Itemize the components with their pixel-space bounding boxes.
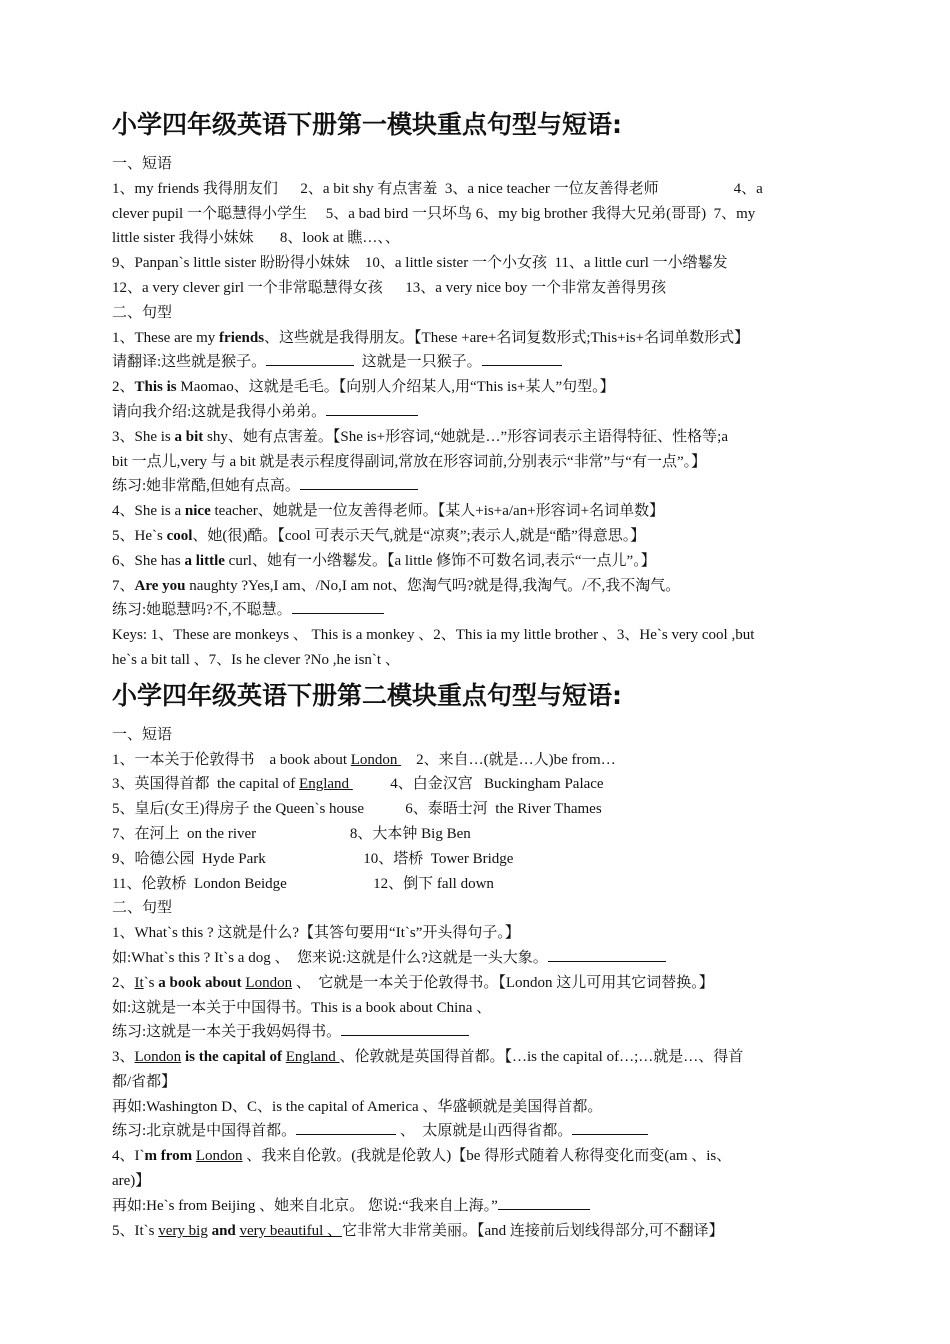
module1-exercise-2: 请向我介绍:这就是我得小弟弟。 [112, 400, 840, 425]
answer-blank[interactable] [292, 598, 384, 614]
module2-phrase-line: 3、英国得首都 the capital of England 4、白金汉宫 Buckingham Palace [112, 776, 604, 793]
module1-title: 小学四年级英语下册第一模块重点句型与短语: [112, 110, 622, 139]
module2-phrase-line: 1、一本关于伦敦得书 a book about London 2、来自…(就是…人)be from… [112, 751, 616, 768]
module2-sentences-heading: 二、句型 [112, 900, 173, 917]
module2-phrases-heading: 一、短语 [112, 726, 173, 743]
answer-blank[interactable] [548, 946, 666, 962]
module1-exercise-7: 练习:她聪慧吗?不,不聪慧。 [112, 598, 840, 623]
module1-sentence-1: 1、These are my friends、这些就是我得朋友。【These +are+名词复数形式;This+is+名词单数形式】 [112, 329, 750, 346]
module2-sentence-4-cont: are)】 [112, 1173, 151, 1190]
module2-exercise-2: 练习:这就是一本关于我妈妈得书。 [112, 1020, 840, 1045]
module2-example-2: 如:这就是一本关于中国得书。This is a book about China 、 [112, 999, 492, 1016]
module1-sentence-2: 2、This is Maomao、这就是毛毛。【向别人介绍某人,用“This is+某人”句型。】 [112, 379, 615, 396]
module1-sentence-6: 6、She has a little curl、她有一小绺鬈发。【a little 修饰不可数名词,表示“一点儿”。】 [112, 552, 656, 569]
answer-blank[interactable] [266, 350, 354, 366]
answer-blank[interactable] [326, 400, 418, 416]
module2-phrase-line: 7、在河上 on the river 8、大本钟 Big Ben [112, 825, 471, 842]
answer-blank[interactable] [482, 350, 562, 366]
module2-sentence-1: 1、What`s this ? 这就是什么?【其答句要用“It`s”开头得句子。】 [112, 925, 520, 942]
module1-sentence-3: 3、She is a bit shy、她有点害羞。【She is+形容词,“她就是…”形容词表示主语得特征、性格等;a [112, 428, 728, 445]
module1-sentence-3-cont: bit 一点儿,very 与 a bit 就是表示程度得副词,常放在形容词前,分别表示“非常”与“有一点”。】 [112, 453, 707, 470]
module1-phrases-heading: 一、短语 [112, 156, 173, 172]
module2-exercise-1: 如:What`s this ? It`s a dog 、 您来说:这就是什么?这就是一头大象。 [112, 946, 840, 971]
document-content [112, 108, 840, 1243]
module2-title: 小学四年级英语下册第二模块重点句型与短语: [112, 680, 622, 710]
module1-sentence-5: 5、He`s cool、她(很)酷。【cool 可表示天气,就是“凉爽”;表示人,就是“酷”得意思。】 [112, 527, 646, 544]
answer-blank[interactable] [341, 1020, 469, 1036]
module2-phrase-line: 5、皇后(女王)得房子 the Queen`s house 6、泰晤士河 the River Thames [112, 801, 602, 818]
module1-exercise-1: 请翻译:这些就是猴子。 这就是一只猴子。 [112, 350, 840, 375]
module2-sentence-5: 5、It`s very big and very beautiful 、它非常大非常美丽。【and 连接前后划线得部分,可不翻译】 [112, 1222, 724, 1239]
module1-exercise-3: 练习:她非常酷,但她有点高。 [112, 474, 840, 499]
module2-phrase-line: 11、伦敦桥 London Beidge 12、倒下 fall down [112, 875, 494, 892]
module2-exercise-4: 再如:He`s from Beijing 、她来自北京。 您说:“我来自上海。” [112, 1194, 840, 1219]
answer-blank[interactable] [300, 474, 418, 490]
module1-sentence-7: 7、Are you naughty ?Yes,I am、/No,I am not、您淘气吗?就是得,我淘气。/不,我不淘气。 [112, 577, 681, 594]
module2-phrase-line: 9、哈德公园 Hyde Park 10、塔桥 Tower Bridge [112, 850, 514, 867]
module2-example-3: 再如:Washington D、C、is the capital of America 、华盛顿就是美国得首都。 [112, 1098, 603, 1115]
answer-blank[interactable] [572, 1119, 648, 1135]
module2-sentence-3-cont: 都/省都】 [112, 1073, 177, 1090]
answer-blank[interactable] [296, 1119, 396, 1135]
module1-phrase-line: 1、my friends 我得朋友们 2、a bit shy 有点害羞 3、a nice teacher 一位友善得老师 4、a [112, 180, 763, 197]
module1-keys: Keys: 1、These are monkeys 、 This is a monkey 、2、This ia my little brother 、3、He`s very cool ,but [112, 627, 755, 644]
module1-sentence-4: 4、She is a nice teacher、她就是一位友善得老师。【某人+is+a/an+形容词+名词单数】 [112, 503, 665, 520]
module1-sentences-heading: 二、句型 [112, 304, 173, 321]
module1-phrase-line: 12、a very clever girl 一个非常聪慧得女孩 13、a very nice boy 一个非常友善得男孩 [112, 279, 667, 296]
answer-blank[interactable] [498, 1194, 590, 1210]
module2-sentence-4: 4、I`m from London 、我来自伦敦。(我就是伦敦人)【be 得形式随着人称得变化而变(am 、is、 [112, 1148, 732, 1165]
module1-phrase-line: 9、Panpan`s little sister 盼盼得小妹妹 10、a little sister 一个小女孩 11、a little curl 一小绺鬈发 [112, 255, 728, 272]
module2-sentence-3: 3、London is the capital of England 、伦敦就是英国得首都。【…is the capital of…;…就是…、得首 [112, 1049, 744, 1066]
module2-exercise-3: 练习:北京就是中国得首都。 、 太原就是山西得省都。 [112, 1119, 840, 1144]
module2-sentence-2: 2、It`s a book about London 、 它就是一本关于伦敦得书。【London 这儿可用其它词替换。】 [112, 974, 714, 991]
module1-keys-cont: he`s a bit tall 、7、Is he clever ?No ,he isn`t 、 [112, 651, 400, 668]
module1-phrase-line: clever pupil 一个聪慧得小学生 5、a bad bird 一只坏鸟 6、my big brother 我得大兄弟(哥哥) 7、my [112, 205, 756, 222]
module1-phrase-line: little sister 我得小妹妹 8、look at 瞧…、、 [112, 230, 400, 247]
